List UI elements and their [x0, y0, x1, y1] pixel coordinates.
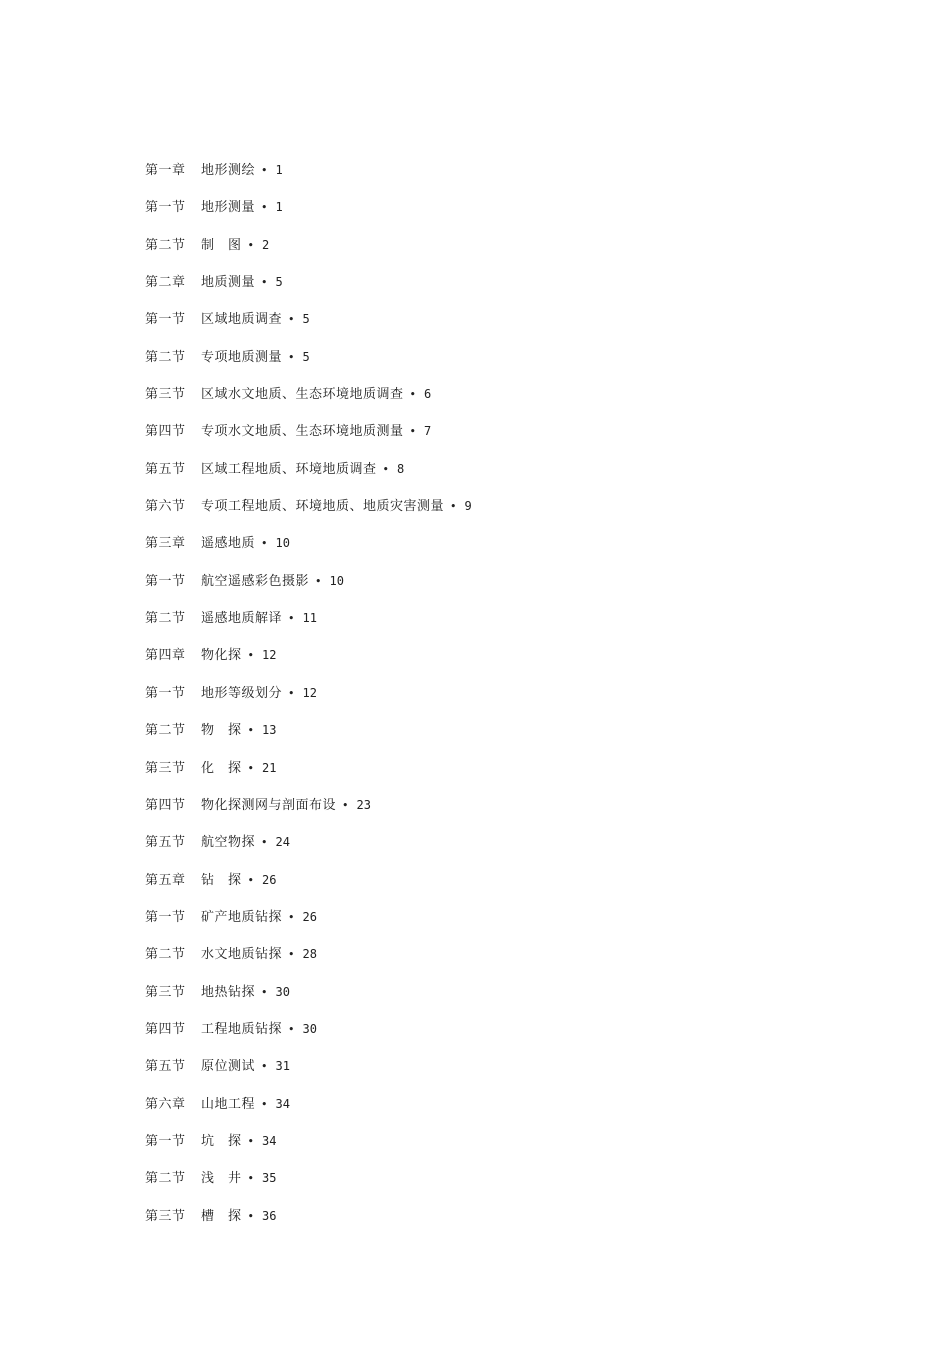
toc-entry[interactable] — [145, 264, 845, 301]
toc-entry-title: 浅 井 — [201, 1171, 242, 1187]
toc-entry[interactable] — [145, 787, 845, 824]
toc-entry-title: 坑 探 — [201, 1133, 242, 1149]
toc-entry-page-number: 8 — [397, 461, 405, 476]
toc-leader-dot: • — [247, 761, 255, 775]
toc-entry-label: 第一章 — [145, 163, 186, 178]
toc-leader-dot: • — [288, 910, 295, 924]
toc-entry-page-number: 1 — [275, 163, 283, 177]
toc-entry-page-number: 10 — [329, 573, 344, 588]
toc-entry-title: 地形等级划分 — [201, 685, 283, 701]
toc-entry-title: 区域地质调查 — [201, 312, 283, 328]
toc-entry-page-number: 2 — [262, 237, 270, 252]
toc-leader-dot: • — [261, 276, 268, 290]
toc-entry-label: 第五节 — [145, 1059, 186, 1075]
toc-entry-page-number: 5 — [275, 275, 283, 290]
toc-entry[interactable] — [145, 974, 845, 1011]
toc-entry-label: 第一节 — [145, 909, 186, 925]
toc-entry-page-number: 35 — [262, 1171, 277, 1186]
toc-entry[interactable] — [145, 451, 845, 488]
toc-entry-label: 第二节 — [145, 237, 186, 253]
toc-entry-title: 物化探 — [201, 648, 242, 664]
toc-entry-label: 第二章 — [145, 275, 186, 291]
toc-entry[interactable] — [145, 637, 845, 674]
toc-entry-page-number: 12 — [262, 648, 277, 663]
toc-entry[interactable] — [145, 376, 845, 413]
toc-entry-label: 第二节 — [145, 947, 186, 963]
toc-entry-title: 专项地质测量 — [201, 349, 283, 365]
toc-entry-title: 槽 探 — [201, 1208, 242, 1224]
toc-entry[interactable] — [145, 750, 845, 787]
toc-entry-title: 航空遥感彩色摄影 — [201, 573, 310, 589]
toc-entry-page-number: 34 — [262, 1133, 277, 1148]
toc-entry-page-number: 21 — [262, 760, 277, 775]
toc-entry-title: 原位测试 — [201, 1059, 256, 1075]
toc-entry-label: 第六节 — [145, 499, 186, 515]
toc-leader-dot: • — [247, 724, 255, 738]
toc-leader-dot: • — [409, 425, 417, 439]
toc-entry-title: 地形测绘 — [201, 163, 256, 178]
toc-leader-dot: • — [382, 462, 390, 476]
toc-entry-label: 第二节 — [145, 723, 186, 739]
toc-entry-label: 第一节 — [145, 573, 186, 589]
toc-entry-page-number: 1 — [275, 200, 283, 215]
toc-entry-label: 第四节 — [145, 1021, 186, 1037]
toc-leader-dot: • — [288, 948, 295, 962]
toc-leader-dot: • — [288, 686, 295, 700]
toc-entry-title: 遥感地质 — [201, 536, 256, 552]
toc-leader-dot: • — [450, 500, 457, 514]
toc-entry-label: 第五节 — [145, 461, 186, 477]
toc-entry-title: 物化探测网与剖面布设 — [201, 797, 337, 813]
toc-leader-dot: • — [409, 388, 417, 402]
toc-leader-dot: • — [247, 1134, 255, 1148]
toc-leader-dot: • — [261, 537, 268, 551]
toc-entry-page-number: 7 — [424, 424, 432, 439]
toc-entry[interactable] — [145, 1011, 845, 1048]
toc-leader-dot: • — [261, 164, 268, 177]
toc-entry[interactable] — [145, 1086, 845, 1123]
toc-entry-page-number: 10 — [275, 536, 290, 551]
toc-leader-dot: • — [261, 1060, 268, 1074]
toc-entry-title: 地热钻探 — [201, 984, 256, 1000]
toc-entry-page-number: 30 — [275, 984, 290, 999]
toc-entry-label: 第五章 — [145, 872, 186, 888]
toc-leader-dot: • — [315, 574, 322, 588]
toc-entry-label: 第五节 — [145, 835, 186, 851]
toc-entry-title: 遥感地质解译 — [201, 611, 283, 627]
toc-entry-title: 山地工程 — [201, 1096, 256, 1112]
toc-entry[interactable] — [145, 339, 845, 376]
toc-entry-label: 第四节 — [145, 797, 186, 813]
toc-entry-label: 第二节 — [145, 611, 186, 627]
toc-leader-dot: • — [288, 313, 295, 327]
toc-entry-title: 制 图 — [201, 237, 242, 253]
toc-entry[interactable] — [145, 563, 845, 600]
toc-entry-title: 工程地质钻探 — [201, 1021, 283, 1037]
toc-leader-dot: • — [342, 798, 349, 812]
toc-entry[interactable] — [145, 675, 845, 712]
toc-entry-page-number: 12 — [302, 685, 317, 700]
toc-entry-title: 钻 探 — [201, 872, 242, 888]
toc-entry-label: 第一节 — [145, 312, 186, 328]
toc-entry[interactable] — [145, 1123, 845, 1160]
toc-entry-title: 地形测量 — [201, 200, 256, 216]
toc-entry-title: 区域工程地质、环境地质调查 — [201, 461, 377, 477]
toc-entry-title: 水文地质钻探 — [201, 947, 283, 963]
toc-leader-dot: • — [247, 1172, 255, 1186]
toc-entry-label: 第四章 — [145, 648, 186, 664]
toc-entry-page-number: 26 — [302, 909, 317, 924]
toc-entry-label: 第一节 — [145, 1133, 186, 1149]
toc-entry-title: 专项水文地质、生态环境地质测量 — [201, 424, 404, 440]
toc-entry-label: 第二节 — [145, 349, 186, 365]
toc-entry[interactable] — [145, 152, 845, 189]
toc-entry-page-number: 23 — [356, 797, 371, 812]
toc-entry-page-number: 26 — [262, 872, 277, 887]
toc-entry-title: 专项工程地质、环境地质、地质灾害测量 — [201, 499, 445, 515]
toc-leader-dot: • — [261, 1097, 268, 1111]
toc-entry-page-number: 24 — [275, 835, 290, 850]
toc-entry[interactable] — [145, 488, 845, 525]
toc-entry[interactable] — [145, 1198, 845, 1235]
toc-leader-dot: • — [247, 1209, 255, 1223]
toc-entry-page-number: 9 — [464, 499, 472, 514]
toc-entry[interactable] — [145, 1048, 845, 1085]
toc-leader-dot: • — [288, 350, 295, 364]
toc-leader-dot: • — [288, 1022, 295, 1036]
toc-entry-page-number: 36 — [262, 1208, 277, 1223]
toc-entry-label: 第三节 — [145, 760, 186, 776]
toc-entry[interactable] — [145, 301, 845, 338]
toc-entry[interactable] — [145, 525, 845, 562]
toc-entry-page-number: 6 — [424, 387, 432, 402]
toc-entry[interactable] — [145, 899, 845, 936]
toc-entry-page-number: 31 — [275, 1059, 290, 1074]
table-of-contents — [145, 152, 845, 1235]
toc-entry[interactable] — [145, 712, 845, 749]
toc-entry[interactable] — [145, 189, 845, 226]
toc-entry[interactable] — [145, 413, 845, 450]
toc-entry-page-number: 5 — [302, 312, 310, 327]
toc-entry-label: 第三节 — [145, 1208, 186, 1224]
toc-entry[interactable] — [145, 227, 845, 264]
toc-leader-dot: • — [261, 985, 268, 999]
toc-leader-dot: • — [261, 836, 268, 850]
toc-entry-page-number: 28 — [302, 947, 317, 962]
toc-entry-label: 第四节 — [145, 424, 186, 440]
toc-entry-title: 航空物探 — [201, 835, 256, 851]
toc-entry[interactable] — [145, 936, 845, 973]
toc-entry-title: 区域水文地质、生态环境地质调查 — [201, 387, 404, 403]
toc-leader-dot: • — [247, 649, 255, 663]
toc-entry[interactable] — [145, 824, 845, 861]
toc-entry-page-number: 5 — [302, 349, 310, 364]
toc-entry-label: 第三节 — [145, 387, 186, 403]
toc-entry-page-number: 30 — [302, 1021, 317, 1036]
toc-entry-page-number: 34 — [275, 1096, 290, 1111]
toc-leader-dot: • — [247, 238, 255, 252]
toc-entry[interactable] — [145, 1160, 845, 1197]
toc-leader-dot: • — [288, 612, 295, 626]
toc-entry-page-number: 13 — [262, 723, 277, 738]
toc-entry-title: 物 探 — [201, 723, 242, 739]
toc-entry-label: 第一节 — [145, 200, 186, 216]
toc-entry-page-number: 11 — [302, 611, 317, 626]
toc-entry-label: 第三章 — [145, 536, 186, 552]
toc-leader-dot: • — [261, 201, 268, 215]
toc-entry-title: 矿产地质钻探 — [201, 909, 283, 925]
toc-entry-title: 地质测量 — [201, 275, 256, 291]
toc-entry[interactable] — [145, 600, 845, 637]
toc-leader-dot: • — [247, 873, 255, 887]
toc-entry[interactable] — [145, 862, 845, 899]
toc-entry-label: 第三节 — [145, 984, 186, 1000]
toc-entry-label: 第一节 — [145, 685, 186, 701]
toc-entry-label: 第二节 — [145, 1171, 186, 1187]
toc-entry-label: 第六章 — [145, 1096, 186, 1112]
toc-entry-title: 化 探 — [201, 760, 242, 776]
